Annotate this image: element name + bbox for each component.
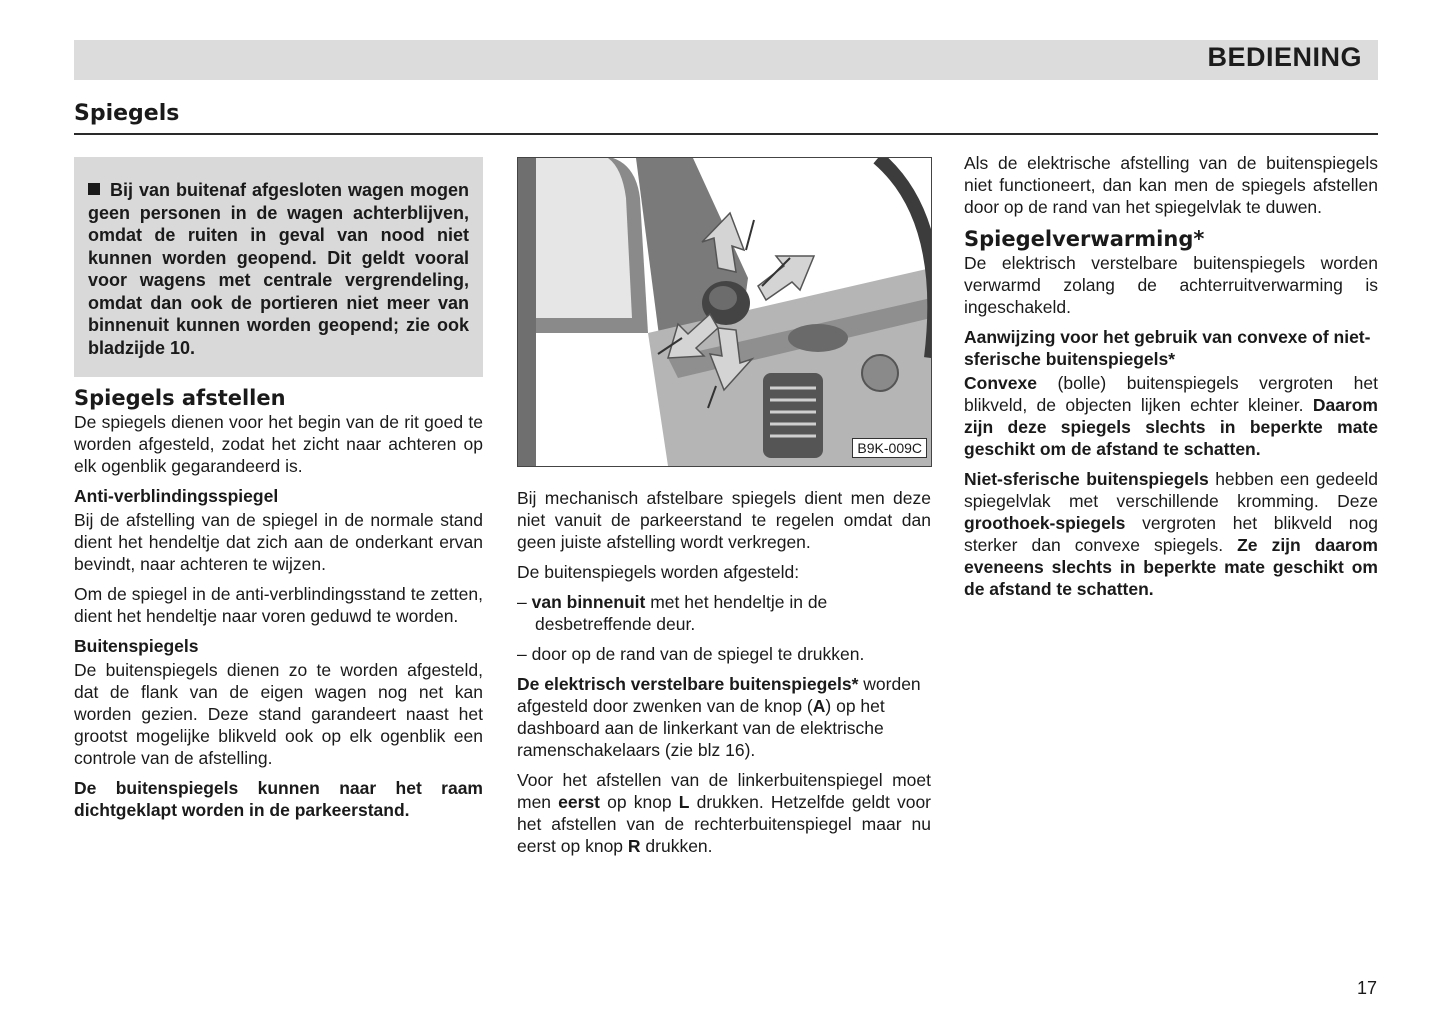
- page-number: 17: [1356, 978, 1377, 998]
- page-title: Spiegels: [74, 101, 180, 126]
- anti-glare-text-1: Bij de afstelling van de spiegel in de normale stand dient het hendeltje dat zich aan de onderkant ervan bevindt, naar achteren te wijzen.: [74, 510, 483, 574]
- convex-text: Convexe (bolle) buitenspiegels vergroten het blikveld, de objecten lijken echter kleiner. Daarom zijn deze spiegels slechts in beperkte mate geschikt om de afstand te schatten.: [964, 373, 1378, 459]
- outer-mirrors-heading: Buitenspiegels: [74, 636, 199, 656]
- adjust-intro: De buitenspiegels worden afgesteld:: [517, 562, 800, 582]
- anti-glare-heading: Anti-verblindingsspiegel: [74, 486, 279, 506]
- anti-glare-text-2: Om de spiegel in de anti-verblindingsstand te zetten, dient het hendeltje naar voren geduwd te worden.: [74, 584, 483, 626]
- adjust-option-press: – door op de rand van de spiegel te drukken.: [517, 644, 865, 664]
- adjust-heading: Spiegels afstellen: [74, 386, 286, 410]
- adjust-text: De spiegels dienen voor het begin van de rit goed te worden afgesteld, zodat het zicht naar achteren op elk ogenblik gegarandeerd is.: [74, 412, 483, 476]
- heading-divider: [74, 133, 1378, 135]
- adjust-option-inside: – van binnenuit met het hendeltje in de desbetreffende deur.: [517, 592, 828, 634]
- left-mirror-text: Voor het afstellen van de linkerbuitenspiegel moet men eerst op knop L drukken. Hetzelfde geldt voor het afstellen van de rechterbuitenspiegel maar nu eerst op knop R drukken.: [517, 770, 932, 856]
- middle-column: [517, 157, 931, 865]
- mechanical-text: Bij mechanisch afstelbare spiegels dient men deze niet vanuit de parkeerstand te regelen omdat dan geen juiste afstelling wordt verkregen.: [517, 488, 931, 552]
- warning-box: [74, 157, 483, 377]
- heating-heading: Spiegelverwarming*: [964, 227, 1205, 251]
- warning-bullet-icon: [88, 183, 100, 195]
- non-spherical-text: Niet-sferische buitenspiegels hebben een gedeeld spiegelvlak met verschillende kromming. Deze groothoek-spiegels vergroten het blikveld nog sterker dan convexe spiegels. Ze zijn daarom eveneens slechts in beperkte mate geschikt om de afstand te schatten.: [964, 469, 1378, 599]
- electric-adjust-text: De elektrisch verstelbare buitenspiegels* worden afgesteld door zwenken van de knop (A) op het dashboard aan de linkerkant van de elektrische ramenschakelaars (zie blz 16).: [517, 674, 921, 760]
- outer-mirrors-text: De buitenspiegels dienen zo te worden afgesteld, dat de flank van de eigen wagen nog net kan worden gezien. Deze stand garandeert naast het grootst mogelijke blikveld ook op elk ogenblik een controle van de afstelling.: [74, 660, 483, 768]
- failure-text: Als de elektrische afstelling van de buitenspiegels niet functioneert, dan kan men de spiegels afstellen door op de rand van het spiegelvlak te duwen.: [964, 153, 1378, 217]
- section-tag: BEDIENING: [1207, 42, 1362, 72]
- heating-text: De elektrisch verstelbare buitenspiegels worden verwarmd zolang de achterruitverwarming is ingeschakeld.: [964, 253, 1378, 317]
- left-column: [74, 157, 483, 829]
- fold-mirrors-text: De buitenspiegels kunnen naar het raam dichtgeklapt worden in de parkeerstand.: [74, 778, 483, 820]
- mirror-control-illustration: [518, 158, 931, 466]
- figure-code-label: B9K-009C: [852, 438, 927, 458]
- section-header-band: [74, 40, 1378, 80]
- warning-text: Bij van buitenaf afgesloten wagen mogen geen personen in de wagen achterblijven, omdat de ruiten in geval van nood niet kunnen worden geopend. Dit geldt vooral voor wagens met centrale vergrendeling, omdat dan ook de portieren niet meer van binnenuit kunnen worden geopend; zie ook bladzijde 10.: [88, 180, 469, 358]
- hint-heading: Aanwijzing voor het gebruik van convexe of niet-sferische buitenspiegels*: [964, 327, 1371, 369]
- right-column: [964, 152, 1378, 608]
- mirror-control-figure: [517, 157, 932, 467]
